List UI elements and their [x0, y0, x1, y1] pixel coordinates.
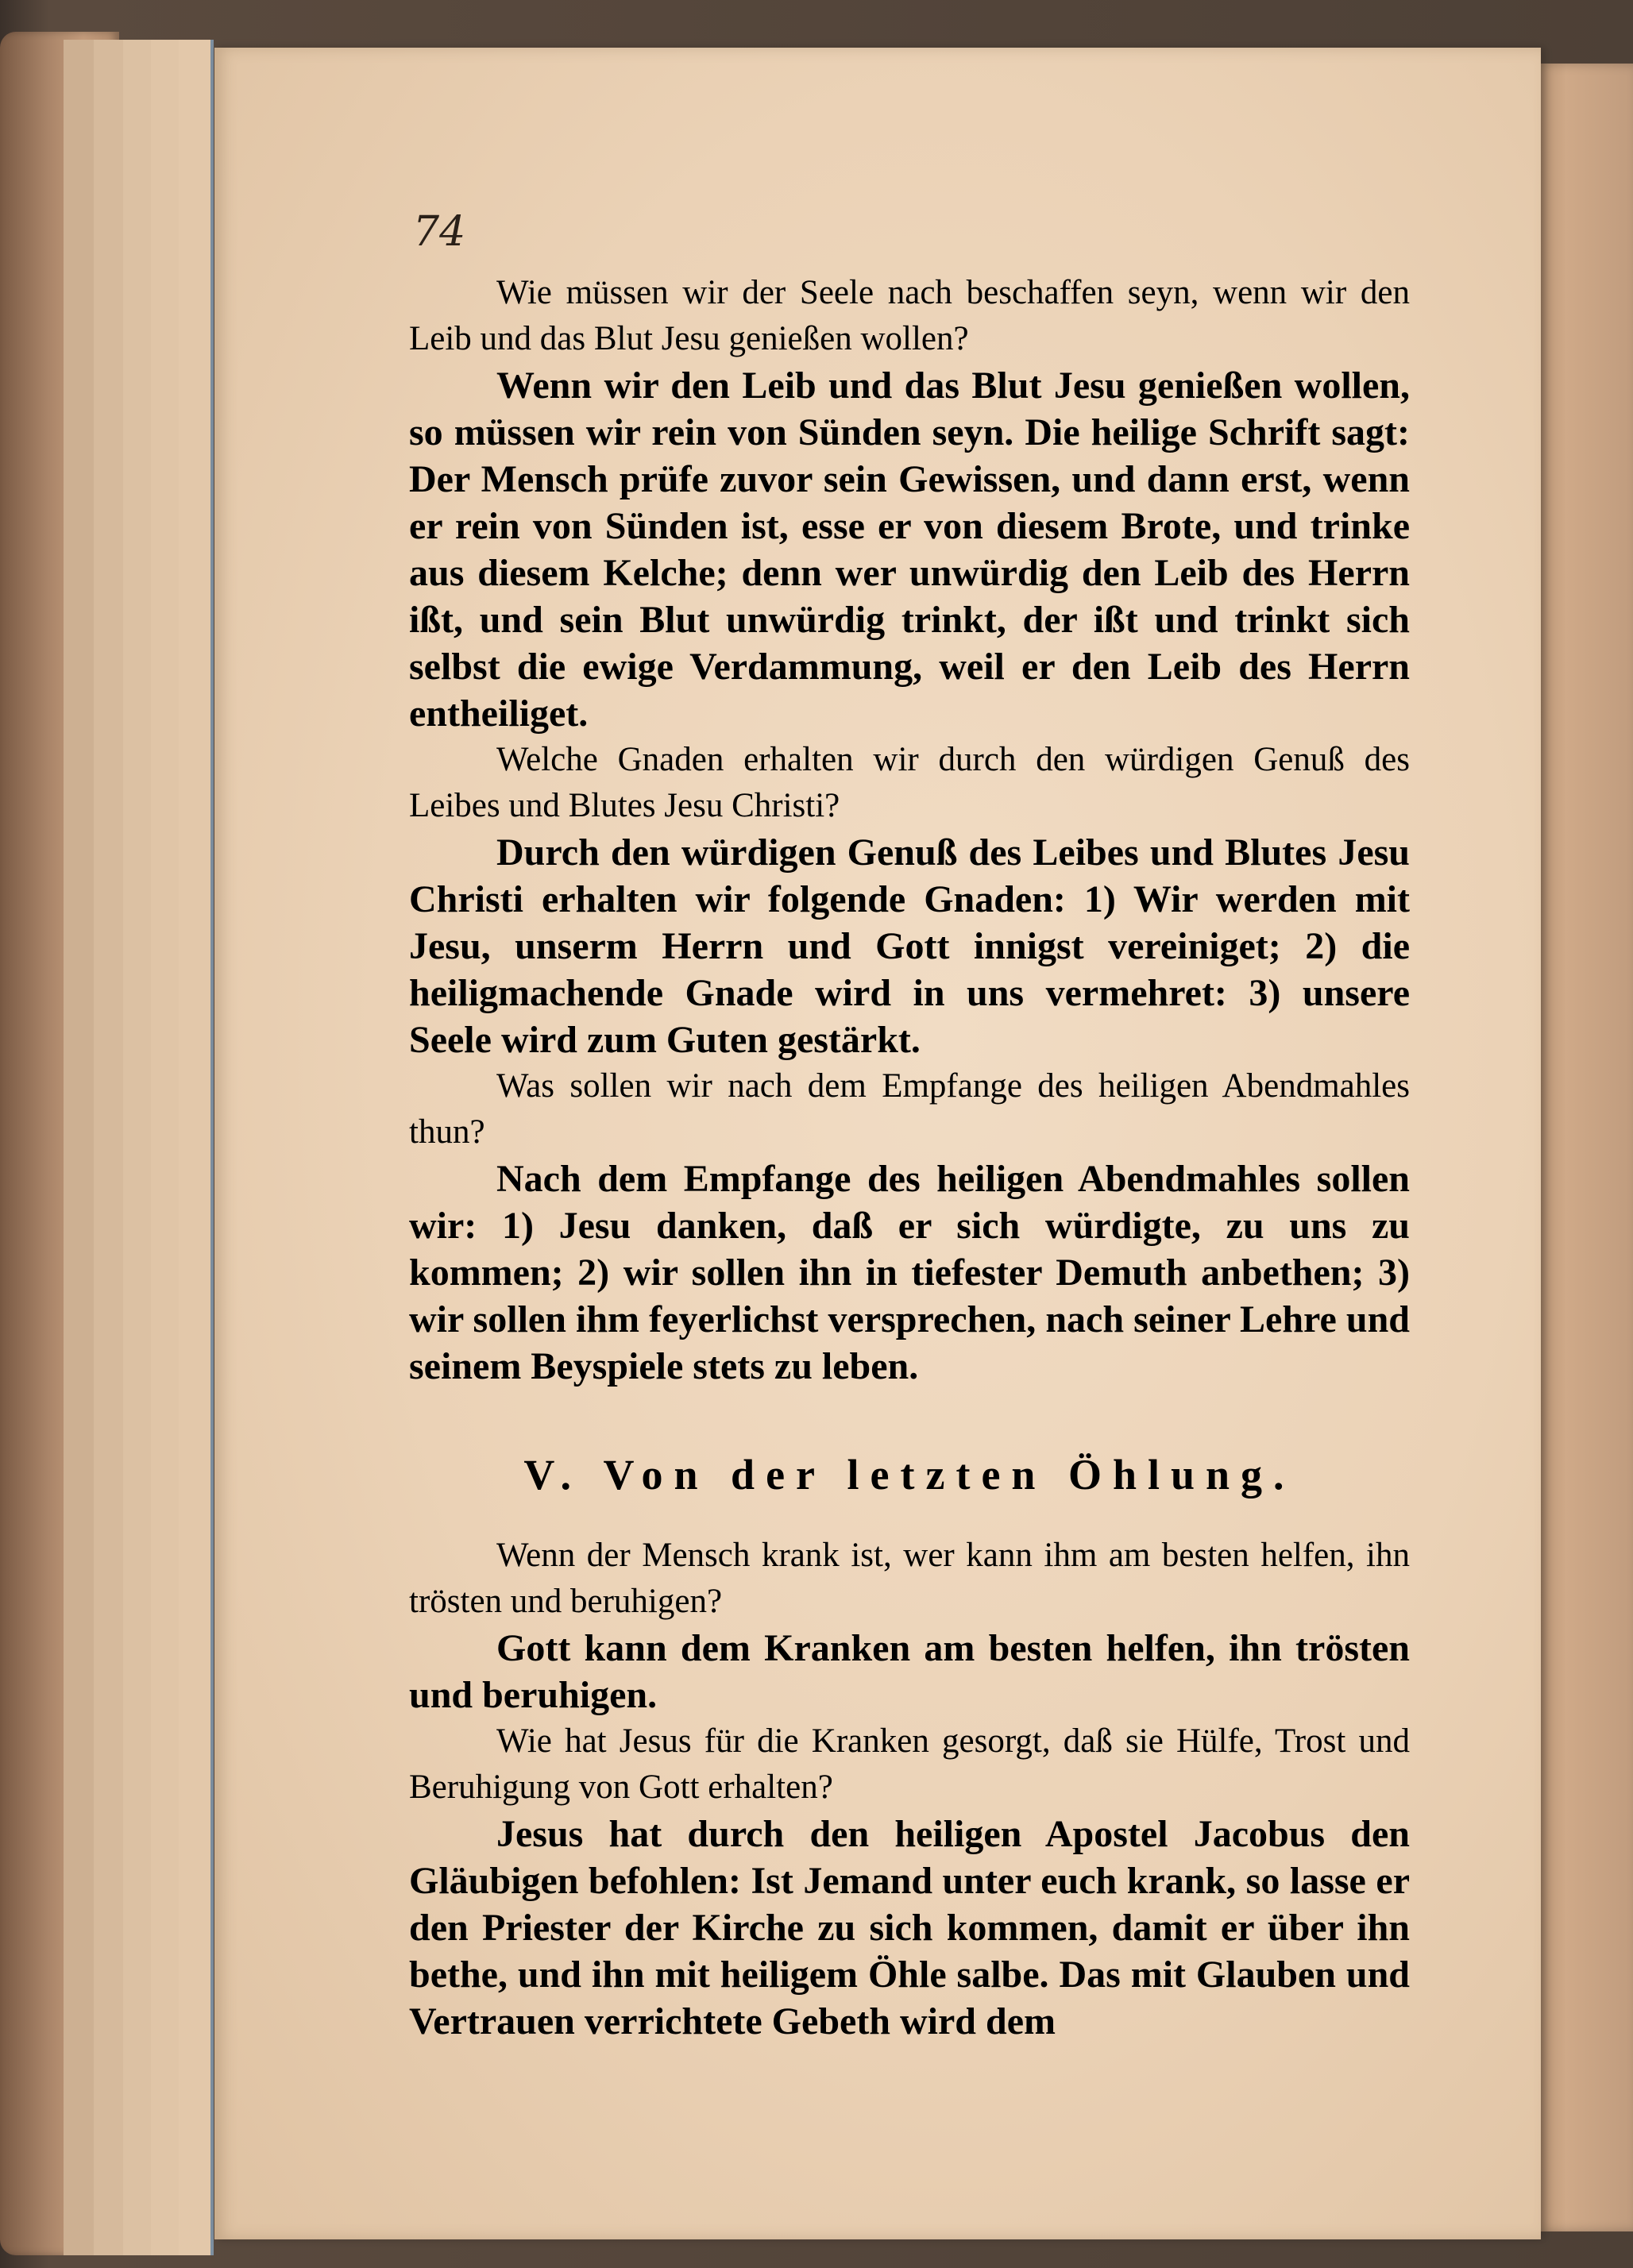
page-number: 74 — [413, 208, 466, 256]
answer-paragraph: Durch den würdigen Genuß des Leibes und Blutes Jesu Christi erhalten wir folgende Gnaden: 1) Wir werden mit Jesu, unserm Herrn und Gott innigst vereiniget; 2) die heiligmachende Gnade wird in uns vermehret: 3) unsere Seele wird zum Guten gestärkt. — [409, 831, 1410, 1061]
question-paragraph: Was sollen wir nach dem Empfange des heiligen Abendmahles thun? — [409, 1067, 1410, 1151]
page-edge — [179, 40, 214, 2255]
section-heading: V. Von der letzten Öhlung. — [523, 1451, 1295, 1498]
page-edge — [64, 40, 98, 2255]
question-paragraph: Welche Gnaden erhalten wir durch den würdigen Genuß des Leibes und Blutes Jesu Christi? — [409, 741, 1410, 824]
question-paragraph: Wenn der Mensch krank ist, wer kann ihm am besten helfen, ihn trösten und beruhigen? — [409, 1537, 1410, 1620]
answer-paragraph: Wenn wir den Leib und das Blut Jesu genießen wollen, so müssen wir rein von Sünden seyn. Die heilige Schrift sagt: Der Mensch prüfe zuvor sein Gewissen, und dann erst, wenn er rein von Sünden ist, esse er von diesem Brote, und trinke aus diesem Kelche; denn wer unwürdig den Leib des Herrn ißt, und sein Blut unwürdig trinkt, der ißt und trinkt sich selbst die ewige Verdammung, weil er den Leib des Herrn entheiliget. — [409, 364, 1410, 735]
answer-paragraph: Nach dem Empfange des heiligen Abendmahles sollen wir: 1) Jesu danken, daß er sich würdigte, zu uns zu kommen; 2) wir sollen ihn in tiefester Demuth anbethen; 3) wir sollen ihm feyerlichst versprechen, nach seiner Lehre und seinem Beyspiele stets zu leben. — [409, 1158, 1410, 1387]
question-paragraph: Wie müssen wir der Seele nach beschaffen seyn, wenn wir den Leib und das Blut Jesu genießen wollen? — [409, 274, 1410, 357]
page-text — [409, 270, 1410, 2045]
question-paragraph: Wie hat Jesus für die Kranken gesorgt, daß sie Hülfe, Trost und Beruhigung von Gott erhalten? — [409, 1722, 1410, 1806]
book-cover-right — [1538, 64, 1633, 2231]
answer-paragraph: Gott kann dem Kranken am besten helfen, ihn trösten und beruhigen. — [409, 1627, 1410, 1716]
answer-paragraph: Jesus hat durch den heiligen Apostel Jacobus den Gläubigen befohlen: Ist Jemand unter euch krank, so lasse er den Priester der Kirche zu sich kommen, damit er über ihn bethe, und ihn mit heiligem Öhle salbe. Das mit Glauben und Vertrauen verrichtete Gebeth wird dem — [409, 1813, 1410, 2042]
